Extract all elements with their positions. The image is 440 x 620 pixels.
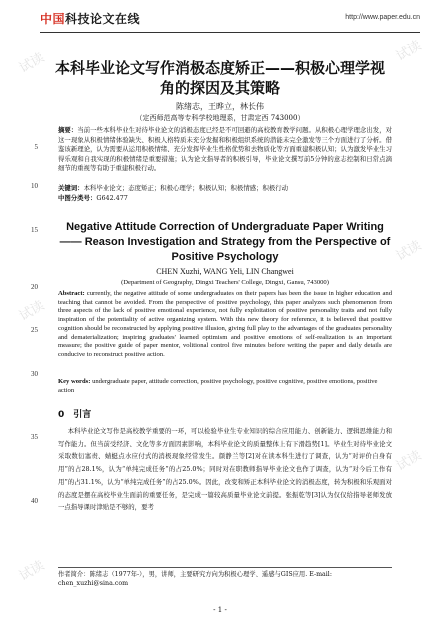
keywords-text: 本科毕业论文；态度矫正；积极心理学；积极认知；积极情感；积极行动	[83, 184, 289, 192]
en-abstract-text: currently, the negative attitude of some undergraduates on their papers has been the issue in higher education and teaching that cannot be avoided. From the perspective of positive psychology, this paper analyzes such phenomenon from three aspects of the lack of positive emotional experience, not fully exploitation of positive personality traits and not fully inspiration of the potentiality of active organizing system. With this new theory for reference, it is believed that positive cognition should be reconstructed by applying positive illusion, giving full play to the advantages of the graduates personality and dematerialization; inspiring graduates' learned optimism and positive emotions of self-realization is an important measure; the positive guide of paper mentor, volitional control five minutes before writing the paper and daily details are conducive to reconstruct positive action.	[58, 290, 392, 358]
line-number: 20	[31, 283, 38, 291]
watermark: 试读	[16, 298, 48, 325]
line-number: 5	[34, 143, 38, 151]
watermark: 试读	[16, 558, 48, 585]
en-keywords-label: Key words:	[58, 378, 91, 385]
line-number: 10	[31, 182, 38, 190]
abstract-text: 当前一些本科毕业生对待毕业论文的消极态度已经是不可回避的高校教育教学问题。从积极心理学理念出发，对这一现象从积极情绪体验缺失、积极人格特质未充分发掘和积极组织系统的潜能未完全激发等三个方面进行了分析。借鉴该新理论，认为需要从运用积极情绪、充分发挥毕业生性格优势和去物质化等方面重建积极认知；认为激发毕业生习得乐观和自我实现的积极情绪是重要措施；认为论文指导者的积极引导，毕业论文撰写前5分钟的意志控制和日常点滴细节的重视等有助于重建积极行动。	[58, 126, 393, 173]
watermark: 试读	[393, 448, 425, 475]
line-number: 15	[31, 226, 38, 234]
line-number: 25	[31, 326, 38, 334]
introduction-paragraph: 本科毕业论文写作是高校教学重要的一环，可以检验毕业生专业知识的综合应用能力、创新能力、逻辑思维能力和写作能力。但当前受经济、文化等多方面因素影响，本科毕业论文的质量整体上有下滑趋势[1]。毕业生对待毕业论文采取数衍塞责、蜻蜓点水应付式的消极现象经常发生。颜静兰等[2]对在读本科生进行了调查，认为“对评价自身有用”的占28.1%，认为“单纯完成任务”的占25.0%；同时对在职教师指导毕业论文也作了调查，认为“对今后工作有用”的占31.1%，认为“单纯完成任务”的占25.0%。因此，改变和矫正本科毕业论文的消极态度，转为积极和乐观面对的态度是摆在高校毕业生面前的重要任务，是完成一篇较高质量毕业论文前提。张振乾等[3]认为仅仅给指导老师发放一点指导课时津贴是不够的，要考	[58, 427, 392, 512]
chinese-authors: 陈绪志，王晔立，林长伟	[176, 102, 264, 111]
chinese-affiliation: （定西师范高等专科学校地理系，甘肃定西 743000）	[135, 114, 305, 122]
chinese-abstract	[58, 126, 392, 174]
english-affiliation: (Department of Geography, Dingxi Teachers' College, Dingxi, Gansu, 743000)	[121, 279, 329, 286]
watermark: 试读	[16, 50, 48, 77]
site-header	[40, 6, 420, 33]
watermark: 试读	[393, 38, 425, 65]
english-authors: CHEN Xuzhi, WANG Yeli, LIN Changwei	[156, 267, 294, 276]
page-number: - 1 -	[213, 606, 227, 614]
clc-label: 中图分类号：	[58, 194, 97, 202]
author-footnote: 作者简介：陈绪志（1977年-），男，讲师，主要研究方向为积极心理学、遥感与GIS应用. E-mail: chen_xuzhi@sina.com	[58, 571, 332, 587]
abstract-label: 摘要：	[58, 126, 78, 134]
watermark: 试读	[393, 238, 425, 265]
footnote-divider	[58, 567, 392, 568]
english-abstract	[58, 290, 392, 360]
site-logo[interactable]: 中国科技论文在线	[40, 12, 141, 26]
section-heading: 0 引言	[58, 410, 92, 420]
english-title: Negative Attitude Correction of Undergraduate Paper Writing—— Reason Investigation and Strategy from the Perspective of Positive Psychology	[59, 221, 391, 263]
line-number: 40	[31, 497, 38, 505]
english-keywords	[58, 378, 392, 395]
site-url[interactable]: http://www.paper.edu.cn	[345, 14, 420, 21]
classification-number	[58, 193, 392, 202]
en-abstract-label: Abstract:	[58, 290, 85, 297]
clc-value: G642.477	[96, 194, 128, 202]
line-number: 35	[31, 433, 38, 441]
en-keywords-text: undergraduate paper, attitude correction, positive psychology, positive cognitive, positive emotions, positive action	[58, 378, 378, 394]
chinese-title: 本科毕业论文写作消极态度矫正——积极心理学视角的探因及其策略	[54, 59, 385, 97]
line-number: 30	[31, 370, 38, 378]
keywords-label: 关键词：	[58, 184, 84, 192]
chinese-keywords	[58, 183, 392, 192]
